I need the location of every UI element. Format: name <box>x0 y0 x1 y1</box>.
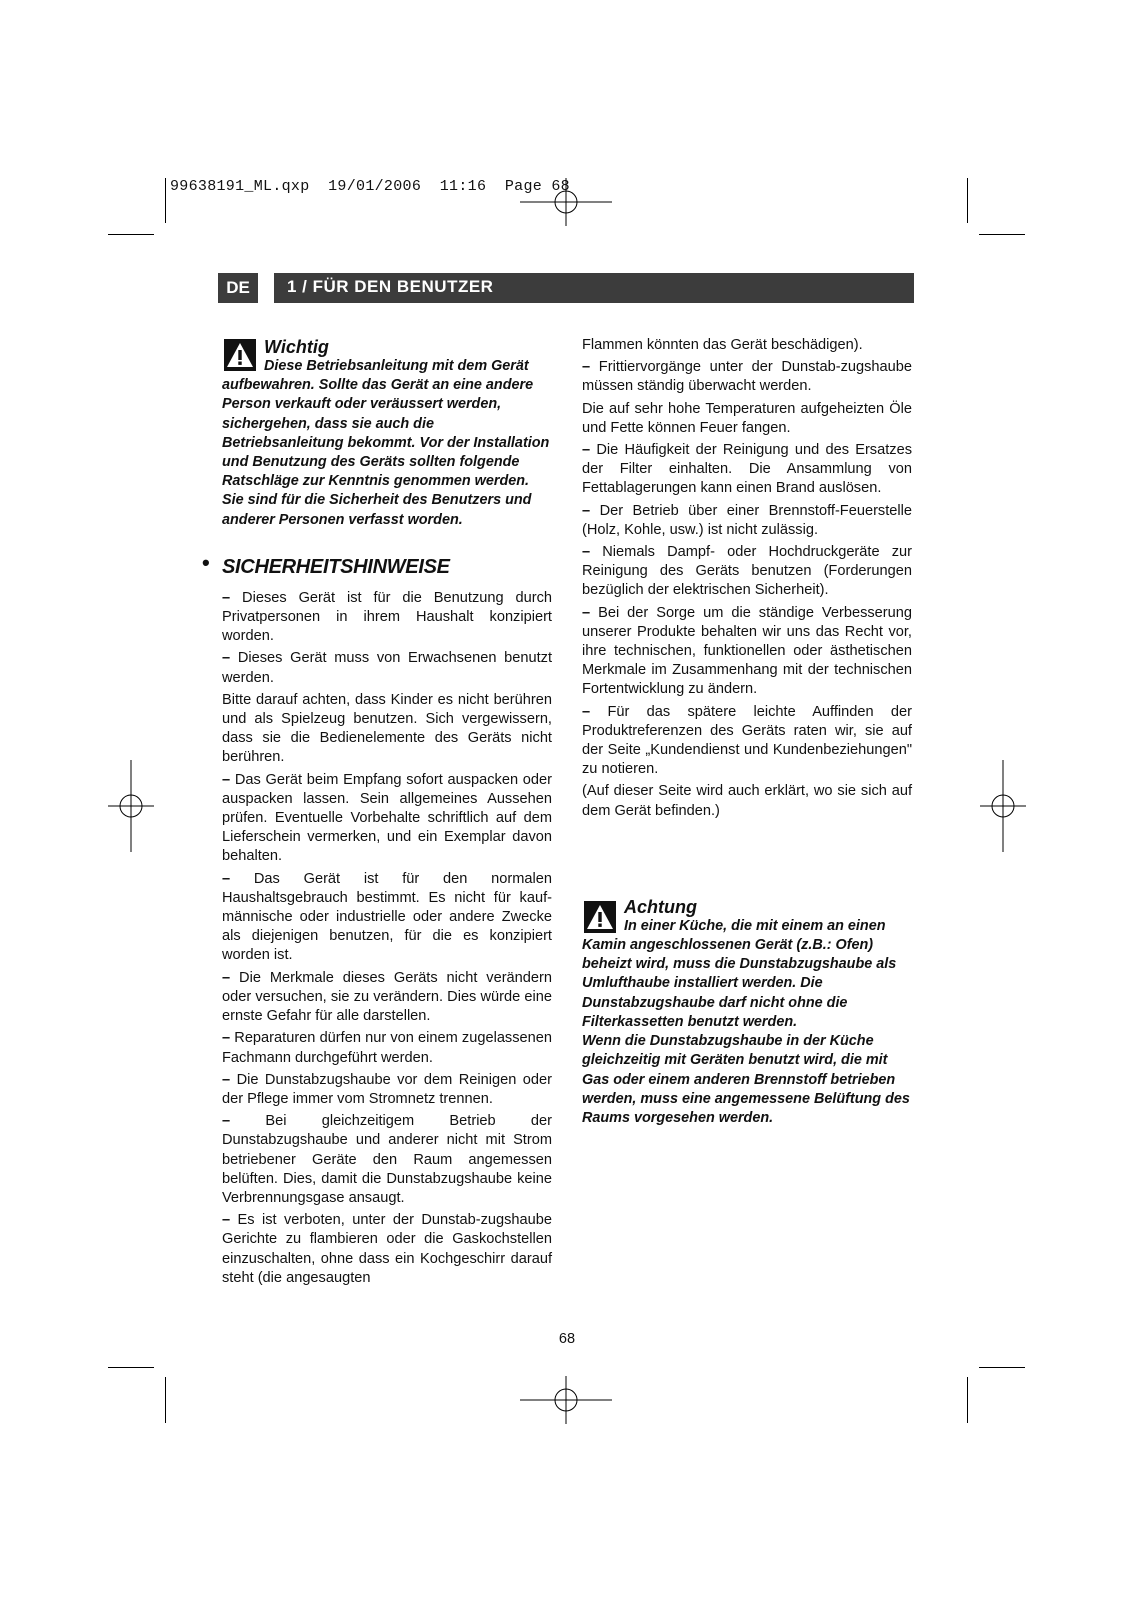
paragraph <box>222 649 552 687</box>
page-number: 68 <box>558 1331 576 1347</box>
dash-marker: – <box>222 589 231 606</box>
section-title-bar: 1 / FÜR DEN BENUTZER <box>274 273 914 303</box>
paragraph-text: Frittiervorgänge unter der Dunstab-zugshaube müssen ständig überwacht werden. <box>582 359 912 395</box>
dash-marker: – <box>222 650 231 667</box>
paragraph-text: Dieses Gerät ist für die Benutzung durch Privatpersonen in ihrem Haushalt konzipiert worden. <box>222 589 552 645</box>
dash-marker: – <box>582 359 591 376</box>
right-text <box>582 336 912 821</box>
crop-mark <box>979 1367 1025 1368</box>
crop-mark <box>165 1377 166 1423</box>
warning-body: Diese Betriebsanleitung mit dem Gerät aufbewahren. Sollte das Gerät an eine andere Person verkauft oder veräussert werden, sichergehen, dass sie auch die Betriebsanleitung bekommt. Vor der Installation und Benutzung des Geräts sollten folgende Ratschläge zur Kenntnis genommen werden. Sie sind für die Sicherheit des Benutzers und anderer Personen verfasst worden. <box>222 358 550 528</box>
crop-mark <box>967 178 968 223</box>
warning-body: In einer Küche, die mit einem an einen Kamin angeschlossenen Gerät (z.B.: Ofen) beheizt wird, muss die Dunstabzugshaube als Umlufthaube installiert werden. Die Dunstabzugshaube darf nicht ohne die Filterkassetten benutzt werden. <box>582 917 897 1030</box>
paragraph-text: Das Gerät beim Empfang sofort auspacken oder auspacken lassen. Sein allgemeines Aussehen prüfen. Eventuelle Vorbehalte schriftlich auf dem Lieferschein vermerken, und ein Exemplar davon behalten. <box>222 771 552 865</box>
paragraph <box>222 691 552 768</box>
paragraph-text: Bei gleichzeitigem Betrieb der Dunstabzugshaube und anderer nicht mit Strom betriebener Geräte den Raum angemessen belüften. Dies, damit die Dunstabzugshaube keine Verbrennungsgase ansaugt. <box>222 1113 552 1206</box>
dash-marker: – <box>582 442 591 459</box>
paragraph-text: Bitte darauf achten, dass Kinder es nicht berühren und als Spielzeug benutzen. Sich vergewissern, dass sie die Bedienelemente des Geräts nicht berühren. <box>222 691 552 766</box>
crop-mark <box>967 1377 968 1423</box>
warning-triangle-icon <box>584 901 616 933</box>
dash-marker: – <box>582 604 591 621</box>
paragraph <box>222 1029 552 1067</box>
paragraph <box>222 1071 552 1109</box>
paragraph <box>222 870 552 966</box>
language-badge: DE <box>218 273 258 303</box>
dash-marker: – <box>222 1212 231 1229</box>
registration-mark-icon <box>980 760 1026 852</box>
paragraph <box>582 441 912 499</box>
paragraph <box>222 589 552 647</box>
paragraph-text: Bei der Sorge um die ständige Verbesserung unserer Produkte behalten wir uns das Recht vor, ihre technischen, funktionellen oder ästhetischen Merkmale im Zusammenhang mit der technischen Fortentwicklung zu ändern. <box>582 604 912 698</box>
paragraph <box>222 771 552 867</box>
paragraph-text: Die Dunstabzugshaube vor dem Reinigen oder der Pflege immer vom Stromnetz trennen. <box>222 1071 552 1107</box>
crop-mark <box>165 178 166 223</box>
dash-marker: – <box>222 870 231 887</box>
paragraph-text: Das Gerät ist für den normalen Haushaltsgebrauch bestimmt. Es nicht für kauf-männische oder industrielle oder andere Zwecke als diejenigen benutzen, für die es konzipiert worden ist. <box>222 870 552 964</box>
paragraph-text: Für das spätere leichte Auffinden der Produktreferenzen des Geräts raten wir, sie auf der Seite „Kundendienst und Kundenbeziehungen" zu notieren. <box>582 703 913 778</box>
paragraph-text: Es ist verboten, unter der Dunstab-zugshaube Gerichte zu flambieren oder die Gaskochstellen einzuschalten, ohne dass ein Kochgeschirr darauf steht (die angesaugten <box>222 1212 552 1286</box>
warning-title: Achtung <box>624 896 697 917</box>
warning-achtung <box>582 897 912 1128</box>
warning-triangle-icon <box>224 339 256 371</box>
paragraph-text: Flammen könnten das Gerät beschädigen). <box>582 337 863 353</box>
paragraph <box>222 1112 552 1208</box>
paragraph-text: Die Merkmale dieses Geräts nicht verändern oder versuchen, sie zu verändern. Dies würde eine ernste Gefahr für alle darstellen. <box>222 969 552 1025</box>
paragraph-text: Reparaturen dürfen nur von einem zugelassenen Fachmann durchgeführt werden. <box>222 1030 552 1066</box>
paragraph-text: (Auf dieser Seite wird auch erklärt, wo sie sich auf dem Gerät befinden.) <box>582 783 912 819</box>
registration-mark-icon <box>520 1376 612 1424</box>
dash-marker: – <box>222 1071 231 1088</box>
dash-marker: – <box>222 1030 231 1047</box>
warning-body: Wenn die Dunstabzugshaube in der Küche gleichzeitig mit Geräten benutzt wird, die mit Gas oder einem anderen Brennstoff betrieben werden, muss eine angemessene Belüftung des Raums vorgesehen werden. <box>582 1033 910 1126</box>
registration-mark-icon <box>108 760 154 852</box>
paragraph <box>582 336 912 355</box>
dash-marker: – <box>582 544 591 561</box>
dash-marker: – <box>582 703 591 720</box>
dash-marker: – <box>582 502 591 519</box>
paragraph-text: Der Betrieb über einer Brennstoff-Feuerstelle (Holz, Kohle, usw.) ist nicht zulässig. <box>582 502 912 538</box>
paragraph <box>222 969 552 1027</box>
paragraph <box>222 1211 552 1288</box>
slug-line: 99638191_ML.qxp 19/01/2006 11:16 Page 68 <box>170 178 570 195</box>
bullet-icon: • <box>202 549 210 575</box>
section-heading <box>202 549 552 584</box>
warning-wichtig <box>222 337 552 530</box>
right-column <box>582 336 912 1128</box>
paragraph-text: Die Häufigkeit der Reinigung und des Ersatzes der Filter einhalten. Die Ansammlung von Fettablagerungen kann einen Brand auslösen. <box>582 442 912 497</box>
paragraph <box>582 543 912 601</box>
dash-marker: – <box>222 1113 231 1130</box>
warning-title: Wichtig <box>264 337 329 357</box>
dash-marker: – <box>222 969 231 986</box>
paragraph-text: Dieses Gerät muss von Erwachsenen benutzt werden. <box>222 650 552 686</box>
paragraph <box>582 703 912 780</box>
crop-mark <box>108 1367 154 1368</box>
section-title: SICHERHEITSHINWEISE <box>222 555 450 578</box>
left-column <box>202 337 552 1291</box>
paragraph <box>582 782 912 820</box>
dash-marker: – <box>222 771 231 788</box>
crop-mark <box>108 234 154 235</box>
paragraph-text: Die auf sehr hohe Temperaturen aufgeheizten Öle und Fette können Feuer fangen. <box>582 400 912 436</box>
paragraph <box>582 604 912 700</box>
paragraph <box>582 502 912 540</box>
left-text <box>222 589 552 1288</box>
paragraph <box>582 358 912 396</box>
crop-mark <box>979 234 1025 235</box>
paragraph <box>582 400 912 438</box>
paragraph-text: Niemals Dampf- oder Hochdruckgeräte zur Reinigung des Geräts benutzen (Forderungen bezüglich der elektrischen Sicherheit). <box>582 544 912 599</box>
